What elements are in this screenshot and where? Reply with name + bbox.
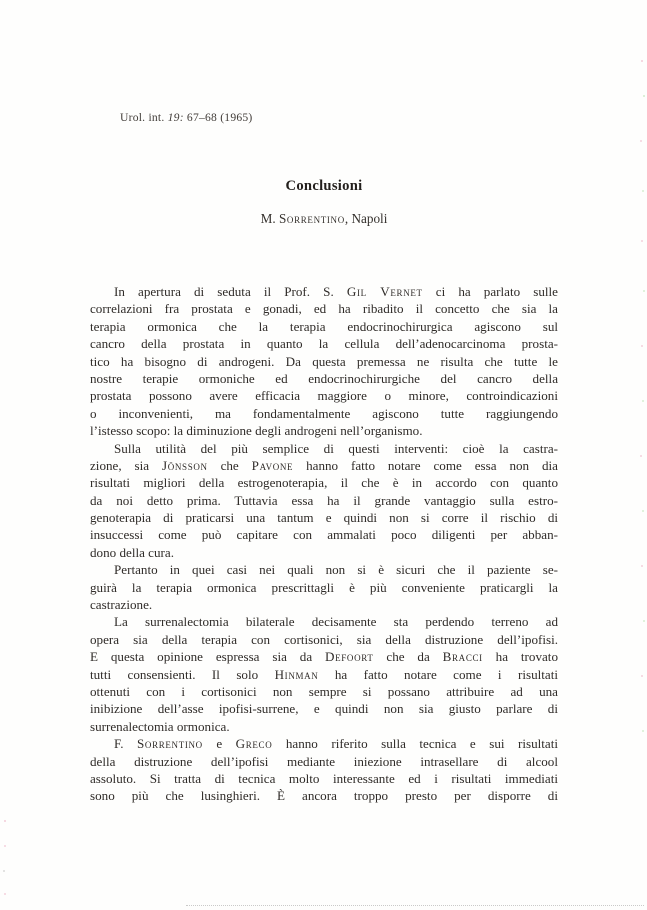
text-segment: e	[202, 736, 236, 752]
text-segment: guirà la terapia ormonica prescrittagli è più conveniente praticargli la	[90, 579, 558, 595]
text-segment: da noi detto prima. Tuttavia essa ha il grande vantaggio sulla estro-	[90, 492, 558, 508]
text-segment: La surrenalectomia bilaterale decisamente sta perdendo terreno ad	[114, 614, 558, 630]
text-segment: genoterapia di praticarsi una tantum e quindi non si corre il rischio di	[90, 510, 558, 526]
person-name: Greco	[235, 736, 273, 752]
paragraph	[90, 561, 558, 613]
text-line	[90, 544, 558, 561]
text-segment: castrazione.	[90, 597, 153, 613]
text-segment: F.	[114, 736, 137, 752]
article-body	[90, 283, 558, 805]
text-segment: dono della cura.	[90, 544, 174, 560]
person-name: Defoort	[325, 649, 374, 665]
text-line	[90, 370, 558, 387]
text-segment: della distruzione dell’ipofisi mediante iniezione intrasellare di alcool	[90, 753, 558, 769]
text-segment: correlazioni fra prostata e gonadi, ed ha ribadito il concetto che sia la	[90, 301, 558, 317]
text-line	[90, 666, 558, 683]
text-segment: assoluto. Si tratta di tecnica molto interessante ed i risultati immediati	[90, 770, 558, 786]
text-segment: Pertanto in quei casi nei quali non si è sicuri che il paziente se-	[114, 562, 558, 578]
text-line	[90, 474, 558, 491]
person-name: Hinman	[274, 666, 319, 682]
journal-citation	[120, 111, 253, 124]
text-line	[90, 509, 558, 526]
text-segment: hanno fatto notare come essa non dia	[293, 457, 558, 473]
text-segment: Sulla utilità del più semplice di questi interventi: cioè la castra-	[114, 440, 558, 456]
text-segment: zione, sia	[90, 457, 162, 473]
text-line	[90, 613, 558, 630]
text-segment: tutti consensienti. Il solo	[90, 666, 275, 682]
text-line	[90, 492, 558, 509]
text-segment: cancro della prostata in quanto la cellula dell’adenocarcinoma prosta-	[90, 336, 558, 352]
text-segment: risultati migliori della estrogenoterapia, il che è in accordo con quanto	[90, 475, 558, 491]
text-line	[90, 440, 558, 457]
text-segment: M.	[260, 211, 279, 226]
text-segment: opera sia della terapia con cortisonici, sia della distruzione dell’ipofisi.	[90, 631, 558, 647]
paragraph	[90, 613, 558, 735]
text-line	[90, 700, 558, 717]
text-line	[90, 526, 558, 543]
person-name: Gil Vernet	[346, 284, 423, 299]
paragraph	[90, 440, 558, 562]
person-name: Pavone	[251, 457, 294, 473]
text-segment: sono più che lusinghieri. È ancora troppo presto per disporre di	[90, 788, 558, 804]
text-segment: Urol. int.	[120, 111, 168, 124]
text-segment: ha trovato	[482, 649, 558, 665]
text-segment: terapia ormonica che la terapia endocrinochirurgica agiscono sul	[90, 318, 558, 334]
text-segment: ottenuti con i cortisonici non sempre si possano attribuire ad una	[90, 683, 558, 699]
text-line	[90, 770, 558, 787]
text-line	[90, 353, 558, 370]
text-line	[90, 735, 558, 752]
paragraph	[90, 735, 558, 805]
text-segment: hanno riferito sulla tecnica e sui risultati	[272, 736, 558, 752]
text-line	[90, 596, 558, 613]
text-line	[90, 683, 558, 700]
text-line	[90, 457, 558, 474]
text-segment: che	[207, 457, 252, 473]
text-segment: E questa opinione espressa sia da	[90, 649, 325, 665]
text-segment: che da	[373, 649, 443, 665]
text-segment: inibizione dell’asse ipofisi-surrene, e quindi non sia giusto parlare di	[90, 701, 558, 717]
scan-noise-bottom-dots	[186, 905, 644, 906]
text-line	[90, 422, 558, 439]
person-name: Bracci	[442, 649, 483, 665]
text-segment: insuccessi come può capitare con ammalati poco diligenti per abban-	[90, 527, 558, 543]
text-segment: l’istesso scopo: la diminuzione degli androgeni nell’organismo.	[90, 423, 423, 439]
text-segment: ci ha parlato sulle	[422, 284, 558, 299]
text-line	[90, 283, 558, 300]
text-segment: 67–68 (1965)	[183, 111, 253, 124]
italic-text: 19:	[167, 111, 184, 124]
text-segment: ha fatto notare come i risultati	[318, 666, 558, 682]
text-line	[90, 387, 558, 404]
text-line	[90, 787, 558, 804]
text-segment: In apertura di seduta il Prof. S.	[114, 284, 347, 299]
text-line	[90, 631, 558, 648]
text-line	[90, 561, 558, 578]
text-segment: surrenalectomia ormonica.	[90, 718, 230, 734]
paragraph	[90, 283, 558, 440]
text-line	[90, 300, 558, 317]
text-line	[90, 753, 558, 770]
text-segment: , Napoli	[344, 211, 388, 226]
text-line	[90, 718, 558, 735]
text-line	[90, 318, 558, 335]
person-name: Sorrentino	[137, 736, 203, 752]
text-segment: o inconvenienti, ma fondamentalmente agiscono tutte raggiungendo	[90, 405, 558, 421]
text-line	[90, 335, 558, 352]
text-line	[90, 405, 558, 422]
text-line	[90, 648, 558, 665]
person-name: Sorrentino	[278, 211, 345, 226]
person-name: Jönsson	[161, 457, 208, 473]
article-title: Conclusioni	[285, 178, 363, 194]
text-segment: nostre terapie ormoniche ed endocrinochirurgiche del cancro della	[90, 370, 558, 386]
text-line	[90, 579, 558, 596]
text-segment: prostata possono avere efficacia maggiore o minore, controindicazioni	[90, 388, 558, 404]
text-segment: tico ha bisogno di androgeni. Da questa premessa ne risulta che tutte le	[90, 353, 558, 369]
scan-noise-specks	[0, 0, 2, 2]
author-byline	[90, 211, 558, 227]
